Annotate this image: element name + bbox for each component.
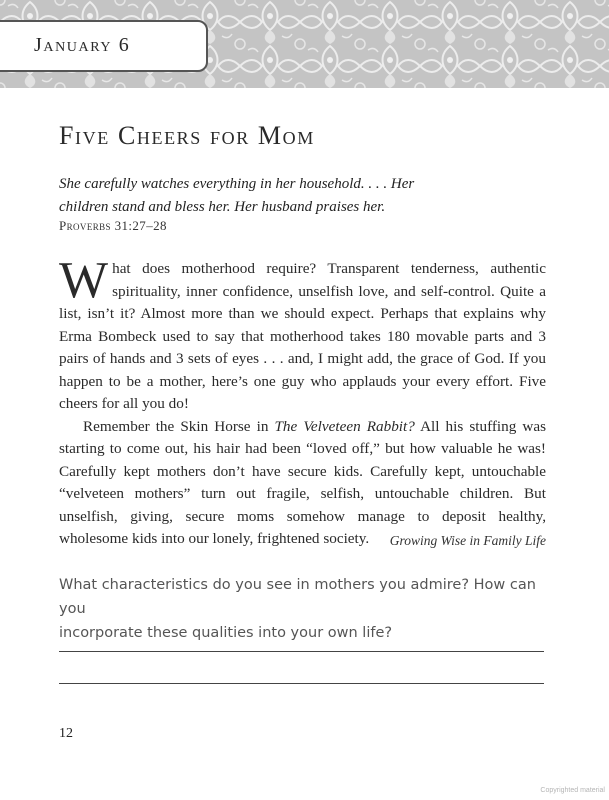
source-citation: Growing Wise in Family Life [389, 533, 546, 548]
verse-reference: Proverbs 31:27–28 [59, 218, 167, 233]
verse-line: She carefully watches everything in her household. . . . Her [59, 176, 415, 192]
paragraph [59, 252, 546, 416]
writing-line [59, 683, 544, 684]
book-title: The Velveteen Rabbit? [274, 417, 415, 435]
verse-line: children stand and bless her. Her husband praises her. [59, 199, 386, 215]
paragraph-text: Remember the Skin Horse in [83, 417, 275, 435]
paragraph-text: hat does motherhood require? Transparent tenderness, authentic spirituality, inner confidence, unselfish love, and self-control. Quite a list, isn’t it? Almost more than we should expect. Perhaps that explains why Erma Bombeck used to say that motherhood takes 180 movable parts and 3 pairs of hands and 3 sets of eyes . . . and, I might add, the grace of God. If you happen to be a mother, here’s one guy who applauds your every effort. Five cheers for all you do! [59, 260, 546, 412]
question-line: incorporate these qualities into your own life? [59, 625, 393, 641]
date-label: January 6 [34, 34, 131, 56]
scripture-verse [59, 173, 479, 219]
page-number: 12 [59, 726, 73, 741]
drop-cap: W [59, 252, 109, 309]
paragraph-text: All his stuffing was starting to come out, his hair had been “loved off,” but how valuable he was! Carefully kept mothers don’t have secure kids. Carefully kept, untouchable “velveteen mothers” turn out fragile, selfish, untouchable children. But unselfish, giving, secure moms somehow manage to deposit healthy, wholesome kids into our lonely, frightened society. [59, 417, 547, 547]
question-line: What characteristics do you see in mothers you admire? How can you [59, 577, 536, 617]
decorative-banner [0, 0, 609, 88]
paragraph [59, 416, 546, 551]
reflection-question [59, 573, 559, 645]
copyright-notice: Copyrighted material [540, 787, 605, 794]
devotional-body [59, 252, 547, 551]
writing-line [59, 651, 544, 652]
devotional-title: Five Cheers for Mom [59, 121, 315, 150]
